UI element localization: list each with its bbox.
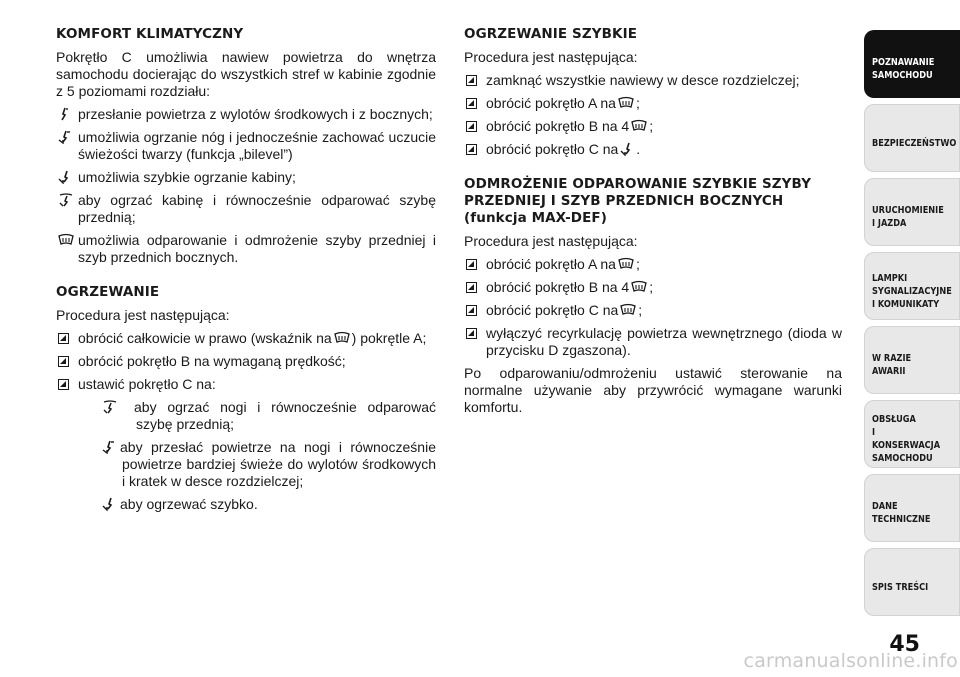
procedure-text: Procedura jest następująca:: [56, 307, 230, 323]
defrost-icon: [620, 303, 636, 317]
sub-option: aby przesłać powietrze na nogi i równocześnie powietrze bardziej świeże do wylotów środkowych i kratek w desce rozdzielczej;: [78, 439, 436, 490]
checkbox-bullet-icon: [466, 282, 477, 293]
checkbox-bullet-icon: [466, 328, 477, 339]
tab-bezpieczenstwo[interactable]: BEZPIECZEŃSTWO: [864, 104, 960, 172]
step-item: obrócić pokrętło A na ;: [464, 95, 842, 112]
vent-feet-face-icon: [102, 440, 118, 454]
intro-paragraph: Pokrętło C umożliwia nawiew powietrza do wnętrza samochodu docierając do wszystkich stref w kabinie zgodnie z 5 poziomami rozdziału:: [56, 49, 436, 99]
step-item: obrócić pokrętło B na 4 ;: [464, 118, 842, 135]
fan-icon: [631, 119, 647, 133]
step-item: zamknąć wszystkie nawiewy w desce rozdzielczej;: [464, 72, 842, 89]
fan-icon: [631, 280, 647, 294]
step-item: obrócić pokrętło C na ;: [464, 302, 842, 319]
checkbox-bullet-icon: [466, 75, 477, 86]
defrost-icon: [618, 257, 634, 271]
section-heading-komfort: KOMFORT KLIMATYCZNY: [56, 26, 244, 42]
vent-feet-defrost-icon: [102, 400, 132, 414]
tab-uruchomienie-i-jazda[interactable]: URUCHOMIENIE I JAZDA: [864, 178, 960, 246]
mode-item: umożliwia szybkie ogrzanie kabiny;: [56, 169, 436, 186]
checkbox-bullet-icon: [466, 144, 477, 155]
checkbox-bullet-icon: [58, 356, 69, 367]
mode-item: umożliwia ogrzanie nóg i jednocześnie zachować uczucie świeżości twarzy (funkcja „bilevel”): [56, 129, 436, 163]
vent-feet-defrost-icon: [58, 193, 76, 207]
checkbox-bullet-icon: [58, 333, 69, 344]
vent-feet-icon: [58, 170, 76, 184]
closing-paragraph: Po odparowaniu/odmrożeniu ustawić sterowanie na normalne używanie aby przywrócić wymagane warunki komfortu.: [464, 365, 842, 415]
checkbox-bullet-icon: [466, 98, 477, 109]
tab-w-razie-awarii[interactable]: W RAZIE AWARII: [864, 326, 960, 394]
tab-obsluga-i-konserwacja[interactable]: OBSŁUGA I KONSERWACJA SAMOCHODU: [864, 400, 960, 468]
vent-face-icon: [58, 107, 76, 121]
tab-poznawanie-samochodu[interactable]: POZNAWANIE SAMOCHODU: [864, 30, 960, 98]
checkbox-bullet-icon: [58, 379, 69, 390]
section-heading-max-def: ODMROŻENIE ODPAROWANIE SZYBKIE SZYBY PRZEDNIEJ I SZYB PRZEDNICH BOCZNYCH: [464, 176, 812, 209]
left-column: [56, 26, 436, 519]
defrost-icon: [58, 233, 76, 247]
section-subheading-max-def: (funkcja MAX-DEF): [464, 210, 607, 226]
sub-option: aby ogrzewać szybko.: [78, 496, 436, 513]
sub-option: aby ogrzać nogi i równocześnie odparować szybę przednią;: [78, 399, 436, 433]
procedure-text: Procedura jest następująca:: [464, 233, 638, 249]
vent-feet-icon: [102, 497, 118, 511]
step-item: obrócić pokrętło B na 4 ;: [464, 279, 842, 296]
step-item: obrócić pokrętło A na ;: [464, 256, 842, 273]
procedure-text: Procedura jest następująca:: [464, 49, 638, 65]
step-item: obrócić pokrętło C na .: [464, 141, 842, 158]
chapter-tabs: [860, 0, 960, 677]
vent-feet-face-icon: [58, 130, 76, 144]
mode-item: aby ogrzać kabinę i równocześnie odparować szybę przednią;: [56, 192, 436, 226]
step-item: ustawić pokrętło C na:: [56, 376, 436, 393]
checkbox-bullet-icon: [466, 305, 477, 316]
tab-spis-tresci[interactable]: SPIS TREŚCI: [864, 548, 960, 616]
mode-item: umożliwia odparowanie i odmrożenie szyby przedniej i szyb przednich bocznych.: [56, 232, 436, 266]
mode-item: przesłanie powietrza z wylotów środkowych i z bocznych;: [56, 106, 436, 123]
step-item: wyłączyć recyrkulację powietrza wewnętrznego (dioda w przycisku D zgaszona).: [464, 325, 842, 359]
defrost-icon: [618, 96, 634, 110]
checkbox-bullet-icon: [466, 121, 477, 132]
defrost-icon: [334, 331, 350, 345]
step-item: obrócić pokrętło B na wymaganą prędkość;: [56, 353, 436, 370]
checkbox-bullet-icon: [466, 259, 477, 270]
right-column: [464, 26, 842, 422]
tab-lampki-sygnalizacyjne[interactable]: LAMPKI SYGNALIZACYJNE I KOMUNIKATY: [864, 252, 960, 320]
watermark: carmanualsonline.info: [743, 650, 958, 672]
vent-feet-icon: [620, 142, 634, 156]
step-item: obrócić całkowicie w prawo (wskaźnik na ) pokrętle A;: [56, 330, 436, 347]
section-heading-ogrzewanie: OGRZEWANIE: [56, 284, 160, 300]
page-number: 45: [889, 632, 920, 657]
section-heading-ogrzewanie-szybkie: OGRZEWANIE SZYBKIE: [464, 26, 638, 42]
tab-dane-techniczne[interactable]: DANE TECHNICZNE: [864, 474, 960, 542]
